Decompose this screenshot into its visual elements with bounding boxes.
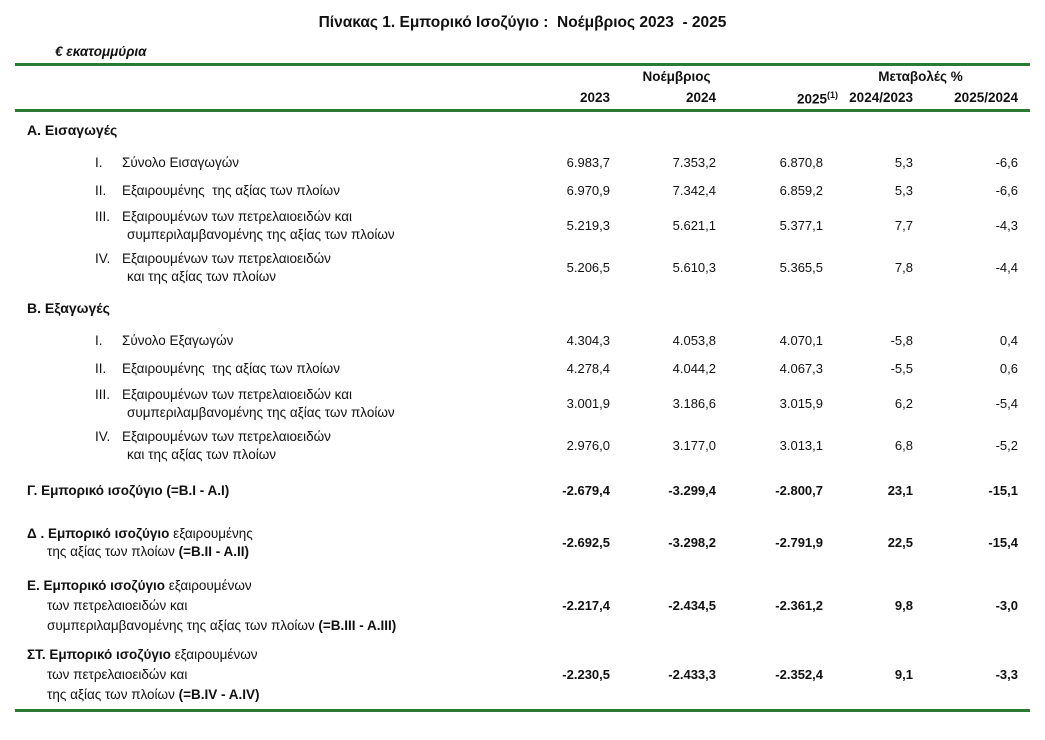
label-segment: των πετρελαιοειδών και (47, 666, 188, 682)
table-row (15, 205, 1030, 247)
value-cell (823, 111, 913, 149)
row-numeral: IV. (95, 250, 111, 266)
item-label (15, 383, 530, 425)
trade-balance-table (15, 63, 1030, 712)
label-line (27, 300, 530, 316)
value-cell (913, 111, 1030, 149)
table-row (15, 641, 1030, 711)
label-segment: Δ . Εμπορικό ισοζύγιο (27, 525, 170, 541)
value-cell: -6,6 (995, 183, 1018, 198)
table-row (15, 149, 1030, 177)
label-line (27, 645, 530, 665)
value-cell: 23,1 (887, 483, 913, 498)
value-cell: -2.433,3 (668, 667, 716, 683)
label-segment: Εξαιρουμένης της αξίας των πλοίων (122, 360, 340, 376)
label-segment: Ε. Εμπορικό ισοζύγιο (27, 577, 165, 593)
value-cell: 4.304,3 (566, 333, 610, 348)
column-header-2025-2024: 2025/2024 (913, 87, 1030, 111)
label-segment: της αξίας των πλοίων (47, 543, 179, 559)
row-label-text (27, 576, 530, 636)
value-cell: 5,3 (894, 183, 913, 198)
label-segment: των πετρελαιοειδών και (47, 597, 188, 613)
row-numeral: II. (95, 182, 107, 198)
label-line (122, 154, 239, 172)
row-numeral: III. (95, 386, 111, 402)
row-label-text (122, 428, 331, 464)
label-segment: Γ. Εμπορικό ισοζύγιο (=B.I - A.I) (27, 482, 230, 498)
total-label (15, 641, 530, 711)
label-segment: Σύνολο Εξαγωγών (122, 332, 234, 348)
label-line (122, 360, 340, 378)
label-segment: Α. Εισαγωγές (27, 122, 118, 139)
value-cell: 9,8 (894, 598, 913, 613)
column-header-2024: 2024 (610, 87, 716, 111)
label-segment: Εξαιρουμένων των πετρελαιοειδών και (122, 208, 353, 224)
row-label-text (27, 482, 530, 500)
column-header-row (15, 87, 1030, 111)
table-body (15, 111, 1030, 711)
value-cell: -15,4 (988, 535, 1018, 550)
item-label (15, 425, 530, 467)
value-cell: 7,8 (894, 260, 913, 275)
empty-header-cell (15, 87, 530, 111)
value-cell: 5.365,5 (779, 260, 823, 275)
value-cell: -5,5 (890, 361, 913, 376)
value-cell: 5.621,1 (672, 218, 716, 233)
section-label (15, 111, 530, 149)
row-label-text (122, 332, 233, 350)
label-line (27, 685, 530, 705)
item-label-wrap (95, 182, 530, 200)
total-label (15, 571, 530, 641)
value-cell: -3,3 (995, 667, 1018, 683)
label-segment: Εξαιρουμένων των πετρελαιοειδών και (122, 386, 353, 402)
value-cell: -2.352,4 (775, 667, 823, 683)
table-row (15, 571, 1030, 641)
table-row (15, 425, 1030, 467)
item-label-wrap (95, 154, 530, 172)
label-line (122, 386, 395, 404)
total-label (15, 467, 530, 515)
value-cell: 4.070,1 (779, 333, 823, 348)
table-row (15, 515, 1030, 571)
label-line (27, 665, 530, 685)
value-cell: -3,0 (995, 598, 1018, 613)
label-line (122, 250, 331, 268)
item-label-wrap (95, 386, 530, 422)
value-cell: -2.692,5 (562, 535, 610, 550)
label-line (27, 525, 530, 543)
value-cell: 6.870,8 (779, 155, 823, 170)
empty-header-cell (15, 65, 530, 87)
item-label (15, 355, 530, 383)
value-cell: -2.230,5 (562, 667, 610, 683)
table-row (15, 177, 1030, 205)
row-numeral: I. (95, 332, 103, 348)
value-cell: 3.177,0 (672, 438, 716, 453)
item-label (15, 247, 530, 289)
unit-label: € εκατομμύρια (55, 44, 147, 59)
item-label-wrap (95, 332, 530, 350)
value-cell: -4,3 (995, 218, 1018, 233)
row-label-text (27, 525, 530, 561)
value-cell: 6,2 (894, 396, 913, 411)
row-label-text (27, 300, 530, 316)
value-cell: 0,4 (999, 333, 1018, 348)
column-group-changes: Μεταβολές % (878, 68, 963, 84)
row-numeral: IV. (95, 428, 111, 444)
label-line (27, 482, 530, 500)
table-row (15, 467, 1030, 515)
label-line (27, 543, 530, 561)
label-line (122, 446, 331, 464)
value-cell: 3.001,9 (566, 396, 610, 411)
row-numeral: I. (95, 154, 103, 170)
value-cell (716, 111, 823, 149)
row-label-text (122, 182, 340, 200)
value-cell: 4.053,8 (672, 333, 716, 348)
table-row (15, 111, 1030, 149)
label-segment: εξαιρουμένων (164, 577, 252, 593)
label-segment: Εξαιρουμένης της αξίας των πλοίων (122, 182, 340, 198)
label-segment: Εξαιρουμένων των πετρελαιοειδών (122, 428, 331, 444)
label-segment: Β. Εξαγωγές (27, 299, 110, 316)
value-cell: 3.186,6 (672, 396, 716, 411)
label-segment: (=B.IV - A.IV) (178, 686, 260, 702)
value-cell: 4.067,3 (779, 361, 823, 376)
value-cell: -2.434,5 (668, 598, 716, 613)
value-cell: 3.013,1 (779, 438, 823, 453)
value-cell (610, 289, 716, 327)
value-cell: 7.353,2 (672, 155, 716, 170)
value-cell: 3.015,9 (779, 396, 823, 411)
row-label-text (27, 122, 530, 138)
total-label (15, 515, 530, 571)
item-label-wrap (95, 208, 530, 244)
value-cell: 6.859,2 (779, 183, 823, 198)
value-cell: -2.679,4 (562, 483, 610, 498)
value-cell: -2.217,4 (562, 598, 610, 613)
value-cell (610, 111, 716, 149)
item-label (15, 149, 530, 177)
label-line (27, 122, 530, 138)
label-segment: εξαιρουμένων (170, 646, 258, 662)
table-row (15, 355, 1030, 383)
value-cell: -2.791,9 (775, 535, 823, 550)
item-label-wrap (95, 360, 530, 378)
value-cell: -4,4 (995, 260, 1018, 275)
label-segment: της αξίας των πλοίων (47, 686, 179, 702)
column-header-2024-2023: 2024/2023 (823, 87, 913, 111)
label-line (27, 596, 530, 616)
value-cell: 6,8 (894, 438, 913, 453)
label-segment: ΣΤ. Εμπορικό ισοζύγιο (27, 646, 171, 662)
label-line (122, 428, 331, 446)
value-cell: 5.206,5 (566, 260, 610, 275)
value-cell: -5,2 (995, 438, 1018, 453)
value-cell: -5,8 (890, 333, 913, 348)
value-cell: -2.361,2 (775, 598, 823, 613)
label-line (27, 576, 530, 596)
value-cell: -5,4 (995, 396, 1018, 411)
value-cell: 0,6 (999, 361, 1018, 376)
value-cell: 5.377,1 (779, 218, 823, 233)
label-segment: συμπεριλαμβανομένης της αξίας των πλοίων (127, 404, 395, 420)
label-segment: (=B.II - A.II) (178, 543, 249, 559)
table-title: Πίνακας 1. Εμπορικό Ισοζύγιο : Νοέμβριος 2023 - 2025 (318, 14, 727, 31)
value-cell: 7.342,4 (672, 183, 716, 198)
item-label-wrap (95, 428, 530, 464)
value-cell: -15,1 (988, 483, 1018, 498)
table-row (15, 327, 1030, 355)
label-segment: συμπεριλαμβανομένης της αξίας των πλοίων (127, 226, 395, 242)
value-cell: 7,7 (894, 218, 913, 233)
label-line (122, 208, 395, 226)
label-segment: και της αξίας των πλοίων (127, 268, 276, 284)
label-segment: εξαιρουμένης (169, 525, 253, 541)
table-row (15, 383, 1030, 425)
value-cell: -3.299,4 (668, 483, 716, 498)
year-2025-label: 2025 (796, 91, 827, 106)
value-cell: 5.610,3 (672, 260, 716, 275)
row-label-text (122, 360, 340, 378)
row-label-text (122, 250, 331, 286)
label-line (122, 226, 395, 244)
label-line (122, 404, 395, 422)
label-line (27, 616, 530, 636)
value-cell: 5,3 (894, 155, 913, 170)
value-cell: 4.044,2 (672, 361, 716, 376)
column-header-2023: 2023 (530, 87, 610, 111)
value-cell (823, 289, 913, 327)
value-cell: -2.800,7 (775, 483, 823, 498)
table-row (15, 289, 1030, 327)
row-numeral: III. (95, 208, 111, 224)
label-segment: και της αξίας των πλοίων (127, 446, 276, 462)
label-line (122, 182, 340, 200)
value-cell: 6.970,9 (566, 183, 610, 198)
column-group-row (15, 65, 1030, 87)
label-line (122, 268, 331, 286)
label-segment: Εξαιρουμένων των πετρελαιοειδών (122, 250, 331, 266)
value-cell (913, 289, 1030, 327)
value-cell: 6.983,7 (566, 155, 610, 170)
item-label (15, 177, 530, 205)
row-label-text (122, 208, 395, 244)
value-cell: 22,5 (887, 535, 913, 550)
label-line (122, 332, 233, 350)
item-label (15, 327, 530, 355)
label-segment: (=B.III - A.III) (318, 617, 397, 633)
value-cell: 5.219,3 (566, 218, 610, 233)
value-cell (530, 289, 610, 327)
value-cell (530, 111, 610, 149)
row-label-text (122, 386, 395, 422)
section-label (15, 289, 530, 327)
value-cell: 4.278,4 (566, 361, 610, 376)
value-cell: -3.298,2 (668, 535, 716, 550)
label-segment: Σύνολο Εισαγωγών (122, 154, 240, 170)
footnote-marker: (1) (827, 89, 838, 100)
item-label (15, 205, 530, 247)
value-cell: 2.976,0 (566, 438, 610, 453)
value-cell: 9,1 (894, 667, 913, 683)
item-label-wrap (95, 250, 530, 286)
table-row (15, 247, 1030, 289)
column-header-2025 (716, 87, 838, 111)
column-group-month: Νοέμβριος (642, 68, 711, 84)
label-segment: συμπεριλαμβανομένης της αξίας των πλοίων (47, 617, 319, 633)
row-numeral: II. (95, 360, 107, 376)
value-cell: -6,6 (995, 155, 1018, 170)
value-cell (716, 289, 823, 327)
row-label-text (122, 154, 239, 172)
row-label-text (27, 645, 530, 705)
